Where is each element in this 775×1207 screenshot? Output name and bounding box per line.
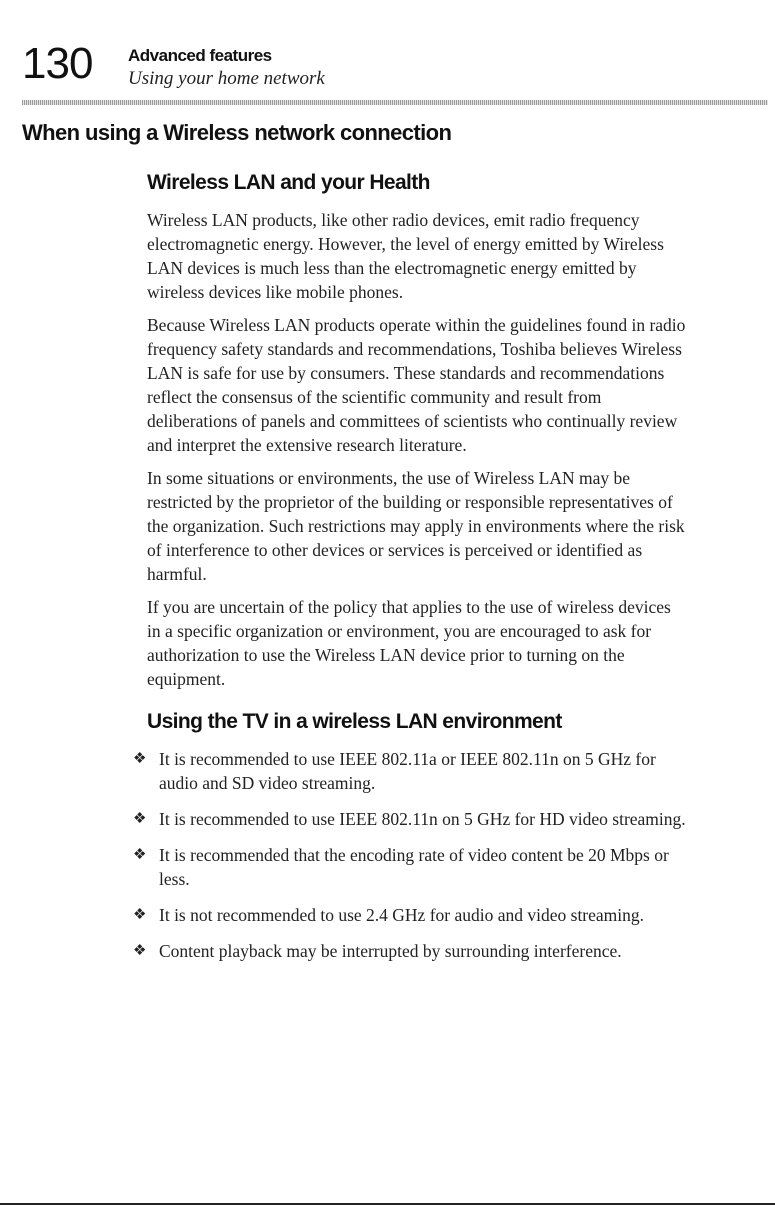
main-heading: When using a Wireless network connection [22,120,452,145]
paragraph: If you are uncertain of the policy that applies to the use of wireless devices in a specific organization or environment, you are encouraged to ask for authorization to use the Wireless LAN device prior to turning on the equipment. [147,597,671,689]
section-heading-tv: Using the TV in a wireless LAN environment [147,710,562,733]
list-item [133,903,687,927]
page-number: 130 [22,39,93,88]
header-divider [22,100,768,105]
list-item-text: It is recommended to use IEEE 802.11n on 5 GHz for HD video streaming. [159,809,686,829]
diamond-bullet-icon: ❖ [133,943,147,959]
paragraph: Wireless LAN products, like other radio devices, emit radio frequency electromagnetic energy. However, the level of energy emitted by Wireless LAN devices is much less than the electromagnetic energy emitted by wireless devices like mobile phones. [147,210,664,302]
diamond-bullet-icon: ❖ [133,847,147,863]
list-item [133,747,687,795]
footer-divider [0,1203,775,1205]
running-header-subsection: Using your home network [128,68,325,89]
list-item-text: It is not recommended to use 2.4 GHz for audio and video streaming. [159,905,645,925]
paragraph: In some situations or environments, the use of Wireless LAN may be restricted by the proprietor of the building or responsible representatives of the organization. Such restrictions may apply in environments where the risk of interference to other devices or services is perceived or identified as harmful. [147,468,685,584]
diamond-bullet-icon: ❖ [133,907,147,923]
content-body [133,170,687,975]
section-heading-health: Wireless LAN and your Health [147,171,430,194]
list-item [133,843,687,891]
recommendation-list [133,747,687,963]
list-item-text: It is recommended that the encoding rate of video content be 20 Mbps or less. [159,845,669,889]
list-item-text: It is recommended to use IEEE 802.11a or IEEE 802.11n on 5 GHz for audio and SD video streaming. [159,749,656,793]
list-item-text: Content playback may be interrupted by surrounding interference. [159,941,622,961]
paragraph: Because Wireless LAN products operate within the guidelines found in radio frequency safety standards and recommendations, Toshiba believes Wireless LAN is safe for use by consumers. These standards and recommendations reflect the consensus of the scientific community and result from deliberations of panels and committees of scientists who continually review and interpret the extensive research literature. [147,315,686,455]
list-item [133,807,687,831]
diamond-bullet-icon: ❖ [133,751,147,767]
list-item [133,939,687,963]
running-header-section: Advanced features [128,46,272,65]
diamond-bullet-icon: ❖ [133,811,147,827]
